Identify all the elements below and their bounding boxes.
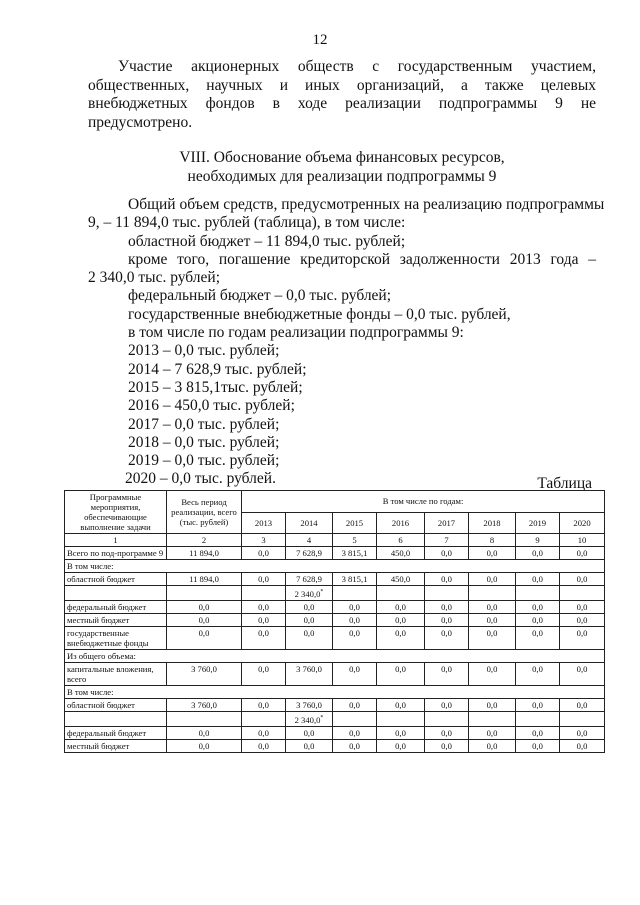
value-cell: 0,0 <box>469 600 516 613</box>
column-header-year: 2013 <box>242 512 286 534</box>
value-cell <box>242 586 286 601</box>
row-label: областной бюджет <box>65 698 167 711</box>
table-row <box>65 662 605 685</box>
index-cell: 8 <box>469 534 516 547</box>
value-cell: 0,0 <box>425 600 469 613</box>
section-heading-line-2: необходимых для реализации подпрограммы 9 <box>187 168 497 185</box>
value-cell: 3 760,0 <box>167 698 242 711</box>
index-cell: 4 <box>286 534 333 547</box>
row-label: В том числе: <box>65 685 605 698</box>
value-cell: 0,0 <box>242 573 286 586</box>
index-cell: 7 <box>425 534 469 547</box>
footnote-marker: * <box>320 714 324 721</box>
table-row <box>65 649 605 662</box>
intro-paragraph: Участие акционерных обществ с государственным участием, общественных, научных и иных организаций, а также целевых внебюджетных фондов в ходе реализации подпрограммы 9 не предусмотрено. <box>88 58 596 131</box>
value-cell: 0,0 <box>560 662 605 685</box>
value-cell: 0,0 <box>286 739 333 752</box>
value-cell: 0,0 <box>560 573 605 586</box>
value-cell: 0,0 <box>377 613 425 626</box>
row-label: местный бюджет <box>65 739 167 752</box>
table-row <box>65 560 605 573</box>
value-cell: 0,0 <box>377 662 425 685</box>
value-cell: 0,0 <box>516 613 560 626</box>
value-cell: 11 894,0 <box>167 573 242 586</box>
section-heading <box>88 148 596 186</box>
value-cell: 0,0 <box>242 626 286 649</box>
value-cell: 0,0 <box>469 662 516 685</box>
column-header-total: Весь период реализации, всего (тыс. рублей) <box>167 491 242 534</box>
value-cell: 2 340,0* <box>286 586 333 601</box>
column-header-year: 2017 <box>425 512 469 534</box>
value-cell: 0,0 <box>516 739 560 752</box>
value-cell: 0,0 <box>167 739 242 752</box>
value-cell: 3 760,0 <box>167 662 242 685</box>
index-cell: 9 <box>516 534 560 547</box>
value-cell: 0,0 <box>516 573 560 586</box>
value-cell: 0,0 <box>333 739 377 752</box>
value-cell: 7 628,9 <box>286 547 333 560</box>
value-cell: 0,0 <box>425 626 469 649</box>
funding-year-line: 2019 – 0,0 тыс. рублей; <box>128 452 280 470</box>
value-cell: 0,0 <box>242 600 286 613</box>
value-cell <box>333 586 377 601</box>
value-cell: 0,0 <box>242 547 286 560</box>
value-cell: 0,0 <box>242 726 286 739</box>
row-label: федеральный бюджет <box>65 726 167 739</box>
value-cell: 0,0 <box>333 600 377 613</box>
value-cell: 0,0 <box>286 613 333 626</box>
value-cell: 0,0 <box>425 739 469 752</box>
table-row <box>65 573 605 586</box>
row-label: капитальные вложения, всего <box>65 662 167 685</box>
value-cell: 0,0 <box>560 698 605 711</box>
funding-by-years: в том числе по годам реализации подпрограммы 9: <box>128 324 464 342</box>
value-cell <box>425 586 469 601</box>
value-cell <box>242 711 286 726</box>
value-cell: 0,0 <box>560 626 605 649</box>
funding-year-line: 2013 – 0,0 тыс. рублей; <box>128 342 280 360</box>
value-cell: 0,0 <box>425 547 469 560</box>
value-cell: 0,0 <box>469 739 516 752</box>
column-header-measures: Программные мероприятия, обеспечивающие выполнение задачи <box>65 491 167 534</box>
value-cell: 0,0 <box>425 698 469 711</box>
row-label: государственные внебюджетные фонды <box>65 626 167 649</box>
value-cell <box>516 711 560 726</box>
value-cell: 0,0 <box>560 726 605 739</box>
column-header-year: 2019 <box>516 512 560 534</box>
value-cell: 0,0 <box>560 600 605 613</box>
value-cell: 3 760,0 <box>286 698 333 711</box>
value-cell: 3 760,0 <box>286 662 333 685</box>
section-heading-line-1: VIII. Обоснование объема финансовых ресурсов, <box>179 149 505 166</box>
value-cell: 0,0 <box>333 613 377 626</box>
value-cell: 0,0 <box>469 626 516 649</box>
table-row <box>65 711 605 726</box>
value-cell: 0,0 <box>333 626 377 649</box>
value-cell: 0,0 <box>286 726 333 739</box>
funding-regional: областной бюджет – 11 894,0 тыс. рублей; <box>128 232 406 250</box>
funding-year-line: 2020 – 0,0 тыс. рублей. <box>125 470 276 488</box>
table-row <box>65 613 605 626</box>
value-cell: 0,0 <box>516 698 560 711</box>
value-cell: 3 815,1 <box>333 573 377 586</box>
budget-table <box>64 490 605 753</box>
value-cell <box>167 711 242 726</box>
value-cell: 2 340,0* <box>286 711 333 726</box>
column-header-year: 2016 <box>377 512 425 534</box>
value-cell <box>333 711 377 726</box>
row-label: Из общего объема: <box>65 649 605 662</box>
value-cell: 0,0 <box>242 739 286 752</box>
value-cell: 0,0 <box>242 698 286 711</box>
value-cell: 0,0 <box>469 698 516 711</box>
funding-year-line: 2016 – 450,0 тыс. рублей; <box>128 397 295 415</box>
value-cell: 0,0 <box>425 726 469 739</box>
column-header-year: 2015 <box>333 512 377 534</box>
column-header-years-group: В том числе по годам: <box>242 491 605 513</box>
value-cell: 0,0 <box>516 662 560 685</box>
value-cell: 0,0 <box>167 626 242 649</box>
page-number: 12 <box>312 32 328 48</box>
value-cell <box>516 586 560 601</box>
funding-year-line: 2018 – 0,0 тыс. рублей; <box>128 433 280 451</box>
table-row <box>65 586 605 601</box>
value-cell: 7 628,9 <box>286 573 333 586</box>
value-cell: 3 815,1 <box>333 547 377 560</box>
value-cell: 0,0 <box>469 573 516 586</box>
value-cell: 0,0 <box>377 739 425 752</box>
row-label: В том числе: <box>65 560 605 573</box>
value-cell: 11 894,0 <box>167 547 242 560</box>
index-row <box>65 534 605 547</box>
index-cell: 10 <box>560 534 605 547</box>
value-cell: 0,0 <box>286 626 333 649</box>
table-row <box>65 626 605 649</box>
value-cell: 0,0 <box>516 626 560 649</box>
table-header-row <box>65 491 605 513</box>
value-cell: 0,0 <box>377 626 425 649</box>
row-label: местный бюджет <box>65 613 167 626</box>
value-cell <box>560 711 605 726</box>
value-cell: 0,0 <box>377 726 425 739</box>
value-cell: 0,0 <box>469 726 516 739</box>
funding-year-line: 2017 – 0,0 тыс. рублей; <box>128 415 280 433</box>
row-label <box>65 586 167 601</box>
value-cell <box>469 586 516 601</box>
funding-debt-line-1: кроме того, погашение кредиторской задолженности 2013 года – <box>128 250 596 268</box>
table-row <box>65 685 605 698</box>
value-cell: 0,0 <box>286 600 333 613</box>
value-cell <box>377 586 425 601</box>
row-label: областной бюджет <box>65 573 167 586</box>
index-cell: 6 <box>377 534 425 547</box>
value-cell <box>425 711 469 726</box>
funding-year-line: 2015 – 3 815,1тыс. рублей; <box>128 378 303 396</box>
column-header-year: 2020 <box>560 512 605 534</box>
value-cell: 450,0 <box>377 547 425 560</box>
funding-block <box>88 196 605 489</box>
value-cell: 0,0 <box>377 698 425 711</box>
value-cell: 450,0 <box>377 573 425 586</box>
value-cell: 0,0 <box>167 613 242 626</box>
value-cell: 0,0 <box>333 698 377 711</box>
value-cell: 0,0 <box>560 739 605 752</box>
row-label: Всего по под-программе 9 <box>65 547 167 560</box>
value-cell: 0,0 <box>516 600 560 613</box>
index-cell: 1 <box>65 534 167 547</box>
funding-federal: федеральный бюджет – 0,0 тыс. рублей; <box>128 287 392 305</box>
index-cell: 2 <box>167 534 242 547</box>
value-cell <box>560 586 605 601</box>
value-cell: 0,0 <box>425 613 469 626</box>
value-cell: 0,0 <box>560 613 605 626</box>
value-cell: 0,0 <box>425 662 469 685</box>
column-header-year: 2014 <box>286 512 333 534</box>
value-cell: 0,0 <box>333 662 377 685</box>
value-cell: 0,0 <box>469 547 516 560</box>
value-cell: 0,0 <box>560 547 605 560</box>
table-caption: Таблица <box>537 475 592 492</box>
index-cell: 5 <box>333 534 377 547</box>
value-cell: 0,0 <box>377 600 425 613</box>
footnote-marker: * <box>320 589 324 595</box>
value-cell: 0,0 <box>516 726 560 739</box>
table-row <box>65 547 605 560</box>
funding-offbudget: государственные внебюджетные фонды – 0,0 тыс. рублей, <box>128 305 511 323</box>
funding-total-line-2: 9, – 11 894,0 тыс. рублей (таблица), в том числе: <box>88 214 406 232</box>
value-cell <box>377 711 425 726</box>
value-cell: 0,0 <box>333 726 377 739</box>
column-header-year: 2018 <box>469 512 516 534</box>
value-cell: 0,0 <box>242 613 286 626</box>
value-cell: 0,0 <box>469 613 516 626</box>
value-cell: 0,0 <box>242 662 286 685</box>
value-cell: 0,0 <box>167 600 242 613</box>
value-cell: 0,0 <box>516 547 560 560</box>
funding-total-line-1: Общий объем средств, предусмотренных на реализацию подпрограммы <box>128 196 605 213</box>
value-cell <box>167 586 242 601</box>
value-cell: 0,0 <box>425 573 469 586</box>
value-cell <box>469 711 516 726</box>
index-cell: 3 <box>242 534 286 547</box>
table-row <box>65 726 605 739</box>
table-row <box>65 698 605 711</box>
row-label: федеральный бюджет <box>65 600 167 613</box>
funding-debt-line-2: 2 340,0 тыс. рублей; <box>88 269 220 287</box>
funding-year-line: 2014 – 7 628,9 тыс. рублей; <box>128 360 307 378</box>
value-cell: 0,0 <box>167 726 242 739</box>
table-row <box>65 739 605 752</box>
table-row <box>65 600 605 613</box>
row-label <box>65 711 167 726</box>
